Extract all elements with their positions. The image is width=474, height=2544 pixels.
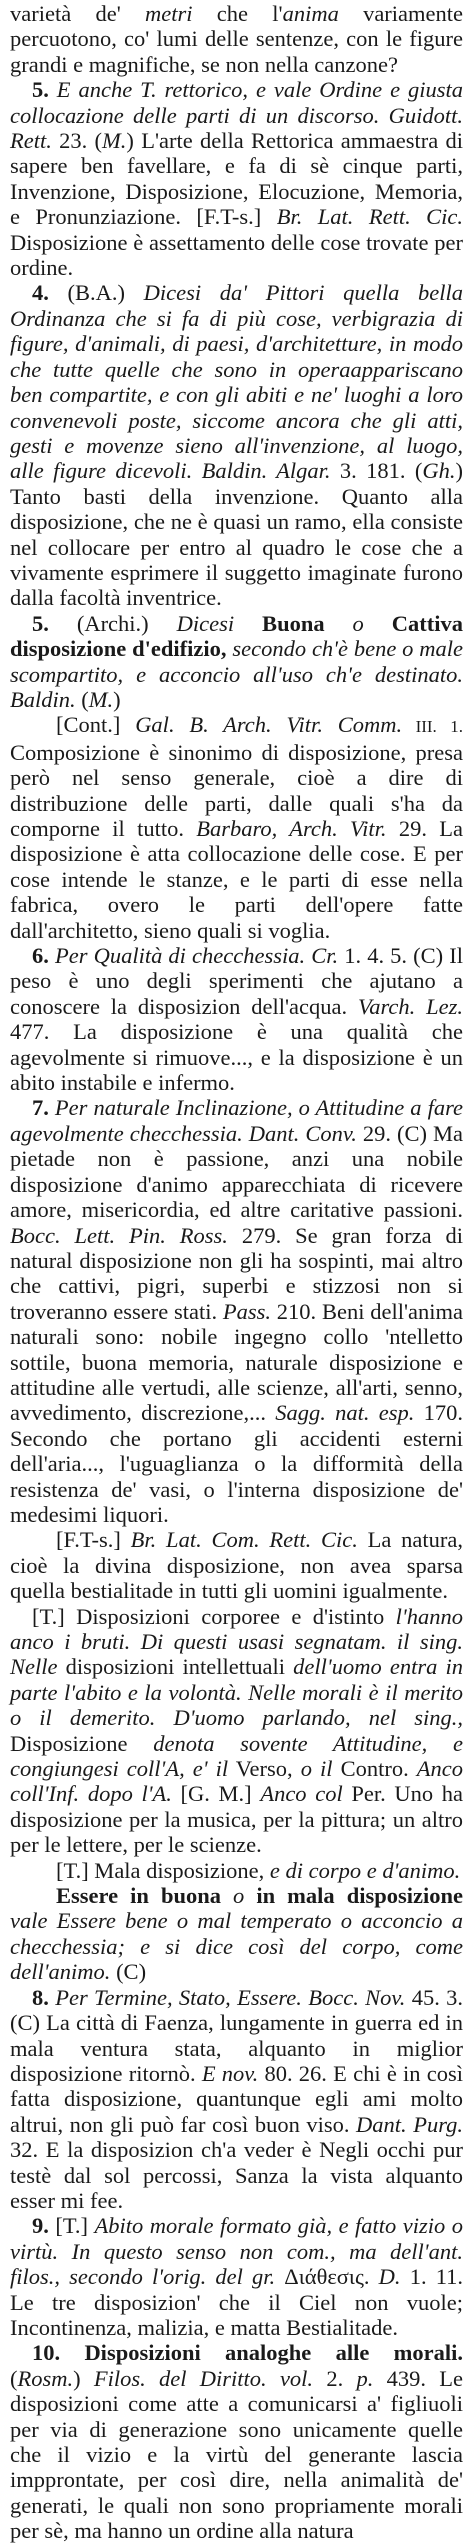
smallcaps-run: III. 1. [402,717,463,737]
text-run: 210. Beni dell'anima naturali sono: nobile ingegno collo 'ntelletto sottile, buona memoria, naturale disposizione e attitudine alle vertudi, alle scienze, all'arti, senno, avvedimento, discrezione,... [10,1298,464,1426]
bold-run: 5. [32,77,57,103]
text-run: 45. 3. (C) La città di Faenza, lungamente in guerra ed in mala ventura stata, alquanto in miglior disposizione ritornò. [10,1984,464,2086]
entry-paragraph [10,1095,463,1527]
italic-run: Per Termine, Stato, Essere. Bocc. Nov. [55,1984,406,2010]
italic-run: Anco coll'Inf. dopo l'A. [10,1756,463,1807]
bold-run: in mala disposizione [256,1883,463,1909]
entry-paragraph [10,2340,463,2543]
italic-run: Sagg. nat. esp. [275,1400,415,1426]
bold-run: 7. [32,1095,55,1121]
entry-paragraph [10,1527,463,1603]
italic-run: Abito morale formato già, e fatto vizio o virtù. In questo senso non com., ma dell'ant. filos., secondo l'orig. del gr. [10,2213,464,2290]
bold-run: Buona [234,610,353,636]
italic-run: vale Essere bene o mal temperato o acconcio a checchessia; e si dice così del corpo, come dell'animo. [10,1908,463,1985]
italic-run: M. [102,128,127,154]
italic-run: D. [378,2264,401,2290]
italic-run: o il [300,1756,333,1782]
entry-paragraph [10,712,463,943]
text-run: Διάθεσις. [275,2264,379,2290]
entry-paragraph [10,1604,463,1858]
bold-run: Disposizioni analoghe alle morali. [84,2340,464,2366]
text-run: 29. (C) Ma pietade non è passione, anzi una nobile disposizione d'animo apparecchiata di ricevere amore, misericordia, ed altre caritative passioni. [10,1120,463,1223]
italic-run: Anco col [260,1781,343,1807]
text-run: 23. ( [51,128,103,154]
italic-run: denota sovente Attitudine, e congiungesi coll'A, e' il [10,1730,463,1782]
text-run: 439. Le disposizioni come atte a comunicarsi a' figliuoli per via di generazione sono unicamente quelle che il vizio e la virtù del generante lascia impprontate, per così dire, nella animalità de' generati, le quali non sono propriamente morali per sè, ma hanno un ordine alla natura [10,2365,463,2544]
text-run: 279. Se gran forza di natural disposizione non gli ha sospinti, mai altro che cattivi, pigri, superbi e stizzosi non si troveranno essere stati. [10,1222,463,1324]
entry-paragraph [10,611,463,713]
entry-paragraph [10,1,463,77]
entry-paragraph [10,943,463,1095]
text-run: ( [75,686,89,712]
italic-run: anima [282,1,339,26]
entry-paragraph [10,77,463,280]
text-run: Disposizione [10,1730,154,1756]
italic-run: Per naturale Inclinazione, o Attitudine a fare agevolmente checchessia. Dant. Conv. [10,1095,463,1146]
text-run: (Archi.) [76,610,177,636]
text-run: [Cont.] [56,712,136,738]
entry-paragraph [10,1858,463,1883]
italic-run: Dant. Purg. [356,2111,463,2137]
bold-run: 6. [32,943,55,969]
text-run: ) Tanto basti della invenzione. Quanto alla disposizione, che ne è quasi un ramo, ella consiste nel collocare per entro al quadro le cose che a vivamente esprimere il suggetto imaginate furono dalla facoltà inventrice. [10,458,463,611]
text-run: disposizioni intellettuali [57,1654,294,1680]
text-run: 2. [313,2365,357,2391]
text-run: [T.] Disposizioni corporee e d'istinto [32,1603,396,1629]
text-run: che l' [192,1,283,26]
text-run: varietà de' [10,1,146,26]
italic-run: Per Qualità di checchessia. Cr. [54,943,339,969]
italic-run: o [352,610,364,636]
bold-run: Cattiva disposizione d'edifizio, [10,610,463,662]
text-run: ) L'arte della Rettorica ammaestra di sapere ben favellare, e fa di sè cinque parti, Invenzione, Disposizione, Elocuzione, Memoria, e Pronunziazione. [F.T-s.] [10,128,463,230]
text-run: 1. 11. Le tre disposizion' che il Ciel non vuole; Incontinenza, malizia, e matta Bestialitade. [10,2264,463,2340]
text-run: 3. 181. ( [330,458,423,484]
italic-run: secondo ch'è bene o male scompartito, e acconcio all'uso ch'e destinato. Baldin. [10,636,463,712]
text-run: 29. La disposizione è atta collocazione delle cose. E per cose intende le stanze, e le parti di esse nella fabrica, overo le parti dell'opere fatte dall'architetto, sieno quali si voglia. [10,816,463,943]
italic-run: Barbaro, Arch. Vitr. [196,816,387,841]
italic-run: e di corpo e d'animo. [269,1857,461,1883]
italic-run: l'hanno anco i bruti. Di questi usasi segnatam. il sing. Nelle [10,1603,463,1680]
italic-run: Varch. Lez. [357,993,463,1019]
text-run: ) [113,686,121,712]
text-run: ( [10,2365,18,2391]
italic-run: Gal. B. Arch. Vitr. Comm. [135,712,403,738]
entry-paragraph [10,1883,463,1985]
italic-run: Dicesi da' Pittori quella bella Ordinanza che si fa di più cose, verbigrazia di figure, d'animali, di paesi, d'architetture, in modo che tutte quelle che sono in operaappariscano ben compartite, e con gli abiti e ne' luoghi a loro convenevoli poste, siccome ancora che gli atti, gesti e movenze sieno all'invenzione, al luogo, alle figure dicevoli. Baldin. Algar. [10,280,463,484]
italic-run: o [220,1883,257,1909]
bold-run: Essere in buona [56,1883,221,1909]
text-run: 1. 4. 5. (C) Il peso è uno degli sperimenti che ajutano a conoscere la disposizion dell'acqua. [10,943,463,1019]
text-run: (C) [110,1959,147,1985]
text-run: [F.T-s.] [56,1527,131,1553]
italic-run: E nov. [201,2060,259,2086]
entry-paragraph [10,1985,463,2214]
italic-run: p. [356,2365,374,2391]
italic-run: metri [145,1,193,26]
text-run: [G. M.] [171,1781,261,1807]
italic-run: Filos. del Diritto. vol. [93,2365,314,2391]
text-run: Verso, [228,1756,301,1782]
text-run: Composizione è sinonimo di disposizione, presa però nel senso generale, cioè a dire di distribuzione delle parti, dalle quali s'ha da comporne il tutto. [10,739,463,841]
entry-paragraph [10,280,463,610]
italic-run: M. [88,686,114,712]
italic-run: Dicesi [176,610,235,636]
bold-run: 5. [32,610,77,636]
bold-run: 8. [32,1984,56,2010]
text-run: Contro. [332,1756,417,1782]
italic-run: dell'uomo entra in parte l'abito e la volontà. Nelle morali è il merito o il demerito. D'uomo parlando, nel sing., [10,1654,463,1731]
italic-run: Bocc. Lett. Pin. Ross. [10,1222,228,1248]
text-run: 170. Secondo che portano gli accidenti esterni dell'aria..., l'uguaglianza o la difformità della resistenza de' vasi, o l'interna disposizione de' medesimi liquori. [10,1400,464,1527]
italic-run: Gh. [422,458,456,484]
italic-run: E anche T. rettorico, e vale Ordine e giusta collocazione delle parti di un discorso. Guidott. Rett. [10,77,463,154]
bold-run: 10. [32,2340,85,2366]
text-run: 80. 26. E chi è in così fatta disposizione, quantunque egli ami molto altrui, non gli può far così buon viso. [10,2060,464,2137]
text-run: [T.] [55,2213,95,2239]
text-run: Per. Uno ha disposizione per la musica, per la pittura; un altro per le lettere, per le scienze. [10,1781,463,1858]
text-run: ) [73,2365,94,2391]
text-run: variamente percuotono, co' lumi delle sentenze, con le figure grandi e magnifiche, se non nella canzone? [10,1,464,77]
text-run: 32. E la disposizion ch'a veder è Negli occhi pur testè dal sol percossi, Sanza la vista alquanto esser mi fee. [10,2137,463,2213]
italic-run: Br. Lat. Rett. Cic. [276,204,463,230]
text-run: La natura, cioè la divina disposizione, non avea sparsa quella bestialitade in tutti gli uomini igualmente. [10,1527,464,1604]
italic-run: Br. Lat. Com. Rett. Cic. [130,1527,358,1553]
text-run: 477. La disposizione è una qualità che agevolmente si rimuove..., e la disposizione è un abito instabile e infermo. [10,1019,463,1096]
italic-run: Pass. [222,1298,272,1324]
bold-run: 4. [32,280,68,306]
italic-run: Rosm. [17,2365,74,2391]
text-run: (B.A.) [67,280,144,306]
text-run: [T.] Mala disposizione, [56,1857,270,1883]
text-run: Disposizione è assettamento delle cose trovate per ordine. [10,229,463,281]
bold-run: 9. [32,2213,56,2239]
entry-paragraph [10,2213,463,2340]
